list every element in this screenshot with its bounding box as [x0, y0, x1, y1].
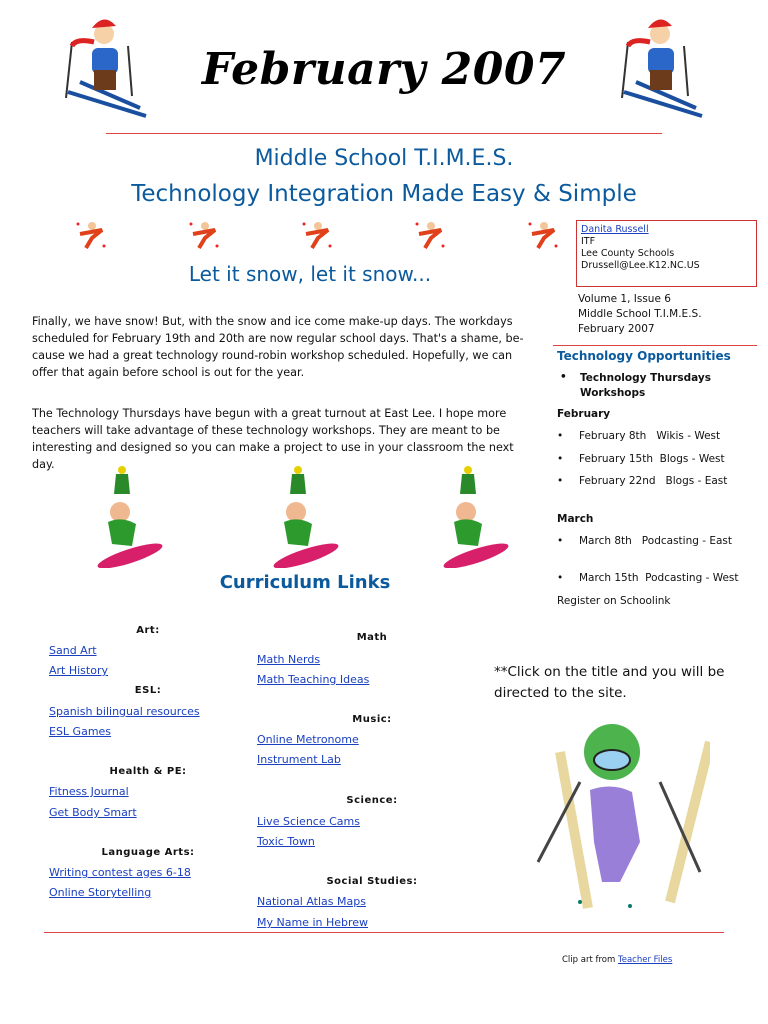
issue-name: Middle School T.I.M.E.S. [578, 308, 702, 320]
issue-info [578, 292, 758, 337]
newsletter-subtitle: Technology Integration Made Easy & Simple [131, 181, 637, 207]
link-fitness-journal[interactable]: Fitness Journal [49, 785, 129, 798]
skater-clipart-row [72, 218, 562, 254]
february-label: February [557, 408, 611, 420]
february-item: February 8th Wikis - West [579, 430, 721, 442]
article-paragraph-1: Finally, we have snow! But, with the snow and ice come make-up days. The workdays scheduled for February 19th and 20th are now regular school days. That's a shame, be-cause we had a great technology round-robin workshop scheduled. Hopefully, we can offer that again before school is out for the year. [32, 315, 524, 379]
art-label: Art: [136, 625, 160, 636]
esl-label: ESL: [134, 685, 162, 696]
link-art-history[interactable]: Art History [49, 664, 108, 677]
contact-name-link[interactable]: Danita Russell [581, 224, 649, 235]
language-arts-label: Language Arts: [101, 847, 195, 858]
march-label: March [557, 513, 594, 525]
masthead-divider [106, 133, 662, 134]
march-item: March 8th Podcasting - East [579, 535, 733, 547]
music-label: Music: [352, 714, 392, 725]
footer-divider [44, 932, 724, 933]
health-label: Health & PE: [109, 766, 187, 777]
snowboarder-clipart [82, 464, 166, 568]
skater-icon [298, 218, 334, 254]
link-my-name-in-hebrew[interactable]: My Name in Hebrew [257, 916, 369, 929]
skater-icon [411, 218, 447, 254]
link-national-atlas-maps[interactable]: National Atlas Maps [257, 895, 366, 908]
march-item: March 15th Podcasting - West [579, 572, 739, 584]
issue-date: February 2007 [578, 323, 655, 335]
opportunities-bullet-text: Technology Thursdays Workshops [580, 372, 712, 399]
link-esl-games[interactable]: ESL Games [49, 725, 112, 738]
contact-email: Drussell@Lee.K12.NC.US [581, 260, 700, 271]
link-writing-contest[interactable]: Writing contest ages 6-18 [49, 866, 191, 879]
opportunities-heading: Technology Opportunities [557, 349, 731, 363]
social-studies-label: Social Studies: [326, 876, 418, 887]
click-note: **Click on the title and you will be directed to the site. [494, 664, 725, 701]
february-item: February 22nd Blogs - East [579, 475, 728, 487]
science-label: Science: [346, 795, 398, 806]
masthead-title: February 2007 [201, 44, 567, 95]
curriculum-heading: Curriculum Links [219, 572, 391, 593]
register-note: Register on Schoolink [557, 595, 671, 607]
snowboarder-clipart [258, 464, 342, 568]
article-heading: Let it snow, let it snow... [188, 262, 432, 286]
skater-icon [185, 218, 221, 254]
teacher-files-link[interactable]: Teacher Files [617, 955, 673, 965]
link-math-nerds[interactable]: Math Nerds [257, 653, 321, 666]
opportunities-bullet: • Technology Thursdays Workshops [560, 371, 750, 401]
contact-org: Lee County Schools [581, 248, 675, 259]
contact-role: ITF [581, 236, 596, 247]
skier-clipart-large [520, 712, 710, 912]
link-online-metronome[interactable]: Online Metronome [257, 733, 359, 746]
link-online-storytelling[interactable]: Online Storytelling [49, 886, 152, 899]
issue-volume: Volume 1, Issue 6 [578, 293, 671, 305]
contact-box [576, 220, 757, 287]
link-instrument-lab[interactable]: Instrument Lab [257, 753, 341, 766]
link-spanish-bilingual[interactable]: Spanish bilingual resources [49, 705, 200, 718]
skater-icon [72, 218, 108, 254]
article-paragraph-2: The Technology Thursdays have begun with a great turnout at East Lee. I hope more teachers will take advantage of these technology workshops. They are meant to be interesting and designed so you can make a project to use in your classroom the next day. [32, 407, 514, 471]
math-label: Math [356, 632, 388, 643]
newsletter-title: Middle School T.I.M.E.S. [254, 146, 514, 171]
link-get-body-smart[interactable]: Get Body Smart [49, 806, 137, 819]
footer-prefix: Clip art from [562, 955, 616, 965]
sidebar-divider [553, 345, 757, 346]
footer-credit [562, 955, 672, 965]
skater-icon [524, 218, 560, 254]
link-live-science-cams[interactable]: Live Science Cams [257, 815, 360, 828]
february-item: February 15th Blogs - West [579, 453, 725, 465]
link-toxic-town[interactable]: Toxic Town [257, 835, 315, 848]
snowboarder-clipart [428, 464, 512, 568]
link-math-teaching-ideas[interactable]: Math Teaching Ideas [257, 673, 370, 686]
link-sand-art[interactable]: Sand Art [49, 644, 97, 657]
